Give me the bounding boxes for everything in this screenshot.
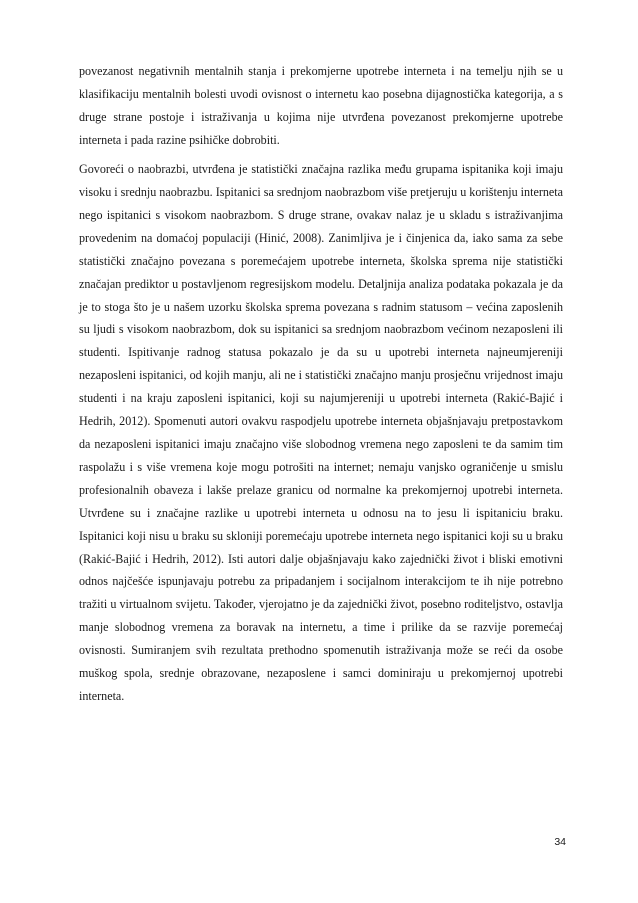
page-number: 34 — [554, 836, 566, 848]
paragraph-1: povezanost negativnih mentalnih stanja i prekomjerne upotrebe interneta i na temelju njih se u klasifikaciju mentalnih bolesti uvodi ovisnost o internetu kao posebna dijagnostička kategorija, a s druge strane postoje i istraživanja u kojima nije utvrđena povezanost prekomjerne upotrebe interneta i pada razine psihičke dobrobiti. — [79, 64, 563, 147]
body-text — [79, 60, 563, 708]
paragraph-2: Govoreći o naobrazbi, utvrđena je statistički značajna razlika među grupama ispitanika koji imaju visoku i srednju naobrazbu. Ispitanici sa srednjom naobrazbom više pretjeruju u korištenju interneta nego ispitanici s visokom naobrazbom. S druge strane, ovakav nalaz je u skladu s istraživanjima provedenim na domaćoj populaciji (Hinić, 2008). Zanimljiva je i činjenica da, iako sama za sebe statistički značajno povezana s poremećajem upotrebe interneta, školska sprema nije statistički značajan prediktor u postavljenom regresijskom modelu. Detaljnija analiza podataka pokazala je da je to stoga što je u našem uzorku školska sprema povezana s radnim statusom – većina zaposlenih su ljudi s visokom naobrazbom, dok su ispitanici sa srednjom naobrazbom većinom nezaposleni ili studenti. Ispitivanje radnog statusa pokazalo je da su u upotrebi interneta najneumjereniji nezaposleni ispitanici, od kojih manju, ali ne i statistički značajno manju prosječnu vrijednost imaju studenti i na kraju zaposleni ispitanici, koji su najumjereniji u upotrebi interneta (Rakić-Bajić i Hedrih, 2012). Spomenuti autori ovakvu raspodjelu upotrebe interneta objašnjavaju pretpostavkom da nezaposleni ispitanici imaju značajno više slobodnog vremena nego zaposleni te da samim tim raspolažu i s više vremena koje mogu potrošiti na internet; nemaju vanjsko ograničenje u smislu profesionalnih obaveza i lakše prelaze granicu od normalne ka prekomjernoj upotrebi interneta. Utvrđene su i značajne razlike u upotrebi interneta u odnosu na to jesu li ispitaniciu braku. Ispitanici koji nisu u braku su skloniji poremećaju upotrebe interneta nego ispitanici koji su u braku (Rakić-Bajić i Hedrih, 2012). Isti autori dalje objašnjavaju kako zajednički život i bliski emotivni odnos najčešće ispunjavaju potrebu za pripadanjem i socijalnom interakcijom te ih nije potrebno tražiti u virtualnom svijetu. Također, vjerojatno je da zajednički život, posebno roditeljstvo, ostavlja manje slobodnog vremena za boravak na internetu, a time i prilike da se razvije poremećaj ovisnosti. Sumiranjem svih rezultata prethodno spomenutih istraživanja može se reći da osobe muškog spola, srednje obrazovane, nezaposlene i samci dominiraju u prekomjernoj upotrebi interneta. — [79, 162, 563, 703]
